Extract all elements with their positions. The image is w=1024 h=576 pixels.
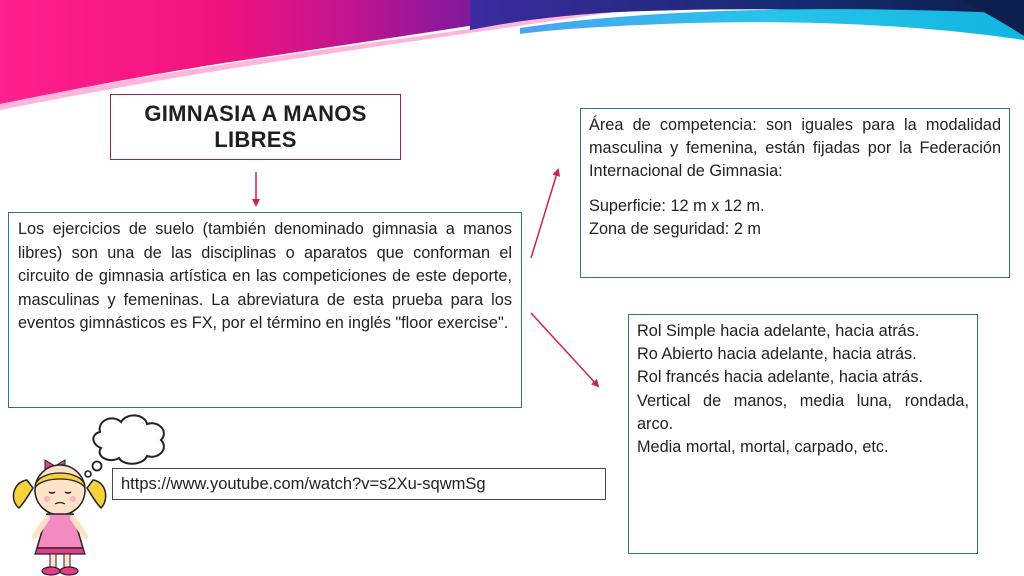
title-box [110, 94, 401, 160]
move-item: Rol Simple hacia adelante, hacia atrás. [637, 322, 920, 340]
move-item: Ro Abierto hacia adelante, hacia atrás. [637, 345, 917, 364]
move-item: Media mortal, mortal, carpado, etc. [637, 438, 889, 457]
area-safety-zone: Zona de seguridad: 2 m [589, 219, 761, 238]
arrow-down-right [531, 313, 598, 386]
slide-title: GIMNASIA A MANOS LIBRES [144, 101, 367, 152]
competition-area-box [580, 108, 1010, 278]
area-intro: Área de competencia: son iguales para la modalidad masculina y femenina, están fijadas por la Federación Internacional de Gimnasia: [589, 116, 1001, 181]
video-link[interactable]: https://www.youtube.com/watch?v=s2Xu-sqwmSg [121, 474, 486, 493]
move-item: Vertical de manos, media luna, rondada, arco. [637, 391, 969, 433]
arrow-up-right [531, 170, 558, 258]
moves-list-box [628, 314, 978, 554]
move-item: Rol francés hacia adelante, hacia atrás. [637, 368, 923, 387]
cartoon-girl-illustration [5, 410, 180, 576]
thought-cloud-icon [85, 415, 164, 477]
description-box [8, 212, 522, 408]
video-link-box[interactable] [112, 468, 606, 500]
description-text: Los ejercicios de suelo (también denominado gimnasia a manos libres) son una de las disciplinas o aparatos que conforman el circuito de gimnasia artística en las competiciones de este deporte, masculinas y femeninas. La abreviatura de esta prueba para los eventos gimnásticos es FX, por el término en inglés "floor exercise". [18, 220, 512, 332]
area-surface: Superficie: 12 m x 12 m. [589, 196, 765, 215]
